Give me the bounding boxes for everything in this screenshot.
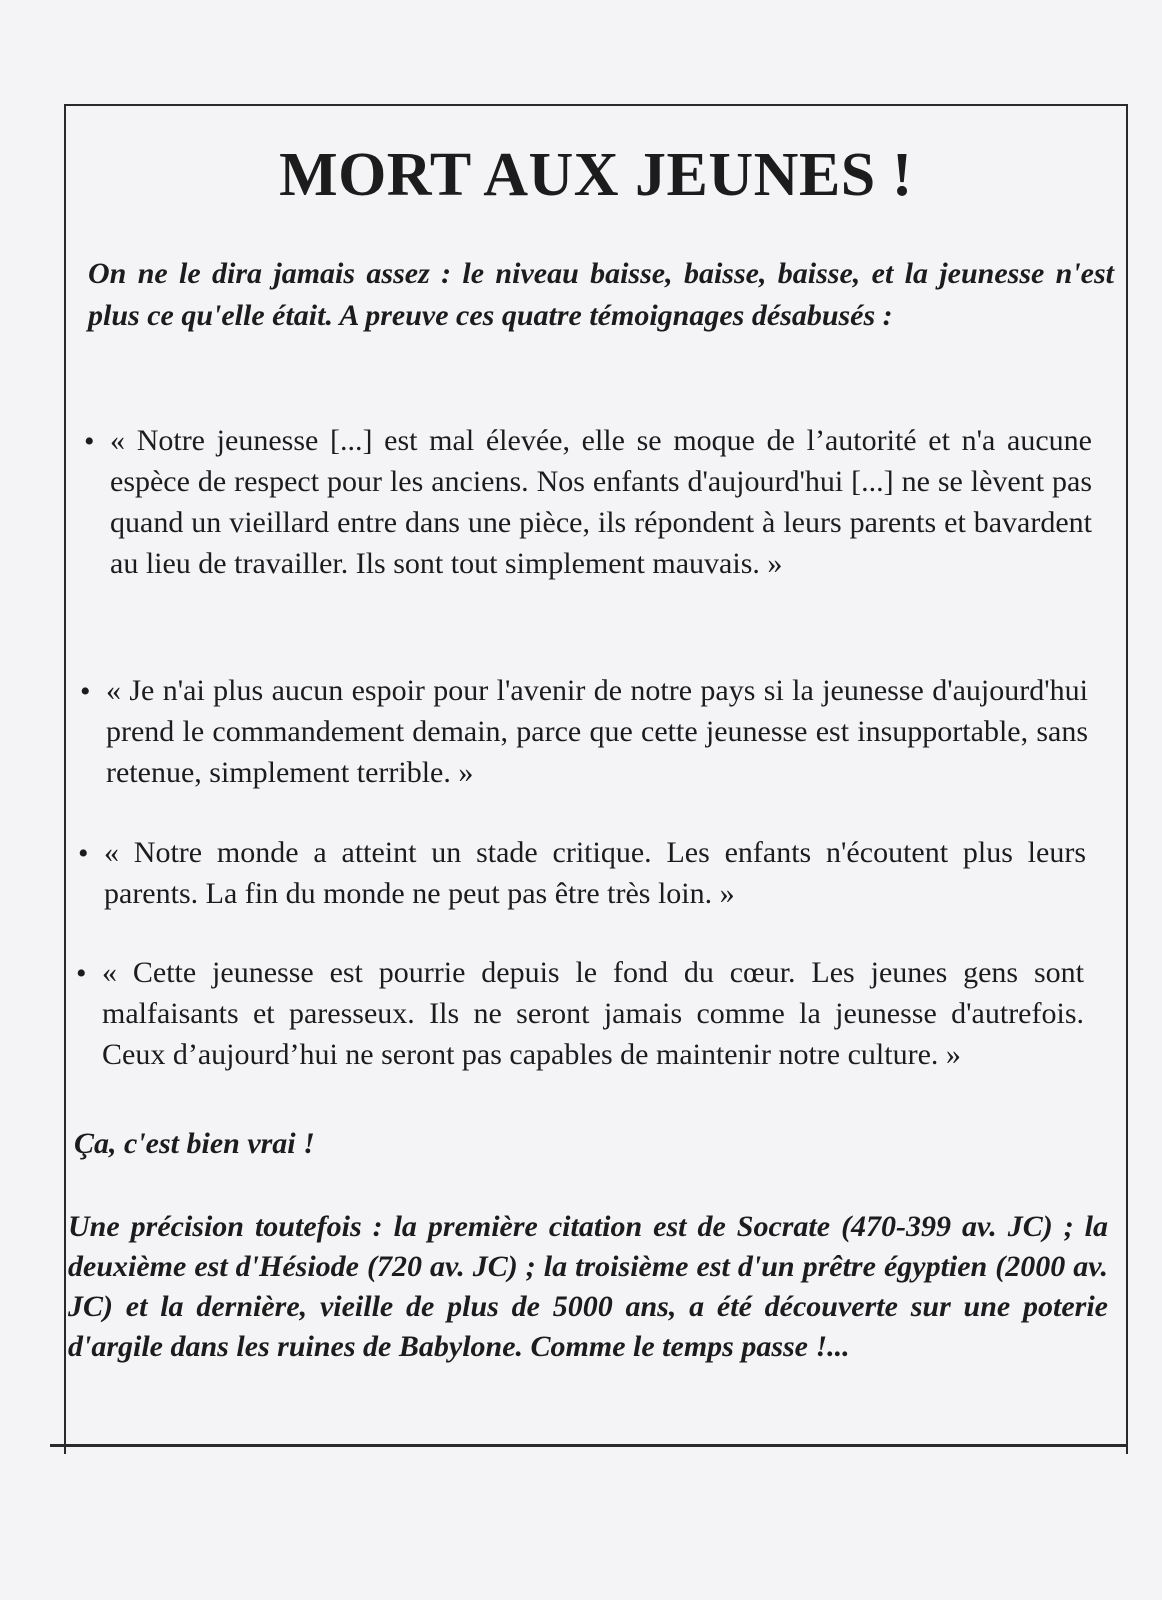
quote-text: « Cette jeunesse est pourrie depuis le fond du cœur. Les jeunes gens sont malfaisants et paresseux. Ils ne seront jamais comme la jeunesse d'autrefois. Ceux d’aujourd’hui ne seront pas capables de maintenir notre culture. »	[102, 956, 1084, 1071]
quote-text: « Notre jeunesse [...] est mal élevée, elle se moque de l’autorité et n'a aucune espèce de respect pour les anciens. Nos enfants d'aujourd'hui [...] ne se lèvent pas quand un vieillard entre dans une pièce, ils répondent à leurs parents et bavardent au lieu de travailler. Ils sont tout simplement mauvais. »	[110, 424, 1092, 580]
bullet-icon: •	[76, 957, 87, 990]
frame-bottom-rule	[50, 1444, 1126, 1447]
quote-item-2	[80, 670, 1088, 793]
exclamation-line: Ça, c'est bien vrai !	[74, 1127, 315, 1160]
quote-text: « Notre monde a atteint un stade critique. Les enfants n'écoutent plus leurs parents. La fin du monde ne peut pas être très loin. »	[104, 836, 1086, 910]
intro-paragraph: On ne le dira jamais assez : le niveau baisse, baisse, baisse, et la jeunesse n'est plus ce qu'elle était. A preuve ces quatre témoignages désabusés :	[88, 257, 1114, 332]
page-title: MORT AUX JEUNES !	[279, 141, 913, 209]
quote-item-1	[84, 420, 1092, 584]
quote-item-3	[78, 832, 1086, 914]
precision-paragraph: Une précision toutefois : la première citation est de Socrate (470-399 av. JC) ; la deuxième est d'Hésiode (720 av. JC) ; la troisième est d'un prêtre égyptien (2000 av. JC) et la dernière, vieille de plus de 5000 ans, a été découverte sur une poterie d'argile dans les ruines de Babylone. Comme le temps passe !...	[68, 1210, 1108, 1363]
bullet-icon: •	[80, 675, 91, 708]
bullet-icon: •	[84, 425, 95, 458]
bullet-icon: •	[78, 837, 89, 870]
quote-item-4	[76, 952, 1084, 1075]
quote-text: « Je n'ai plus aucun espoir pour l'avenir de notre pays si la jeunesse d'aujourd'hui prend le commandement demain, parce que cette jeunesse est insupportable, sans retenue, simplement terrible. »	[106, 674, 1088, 789]
